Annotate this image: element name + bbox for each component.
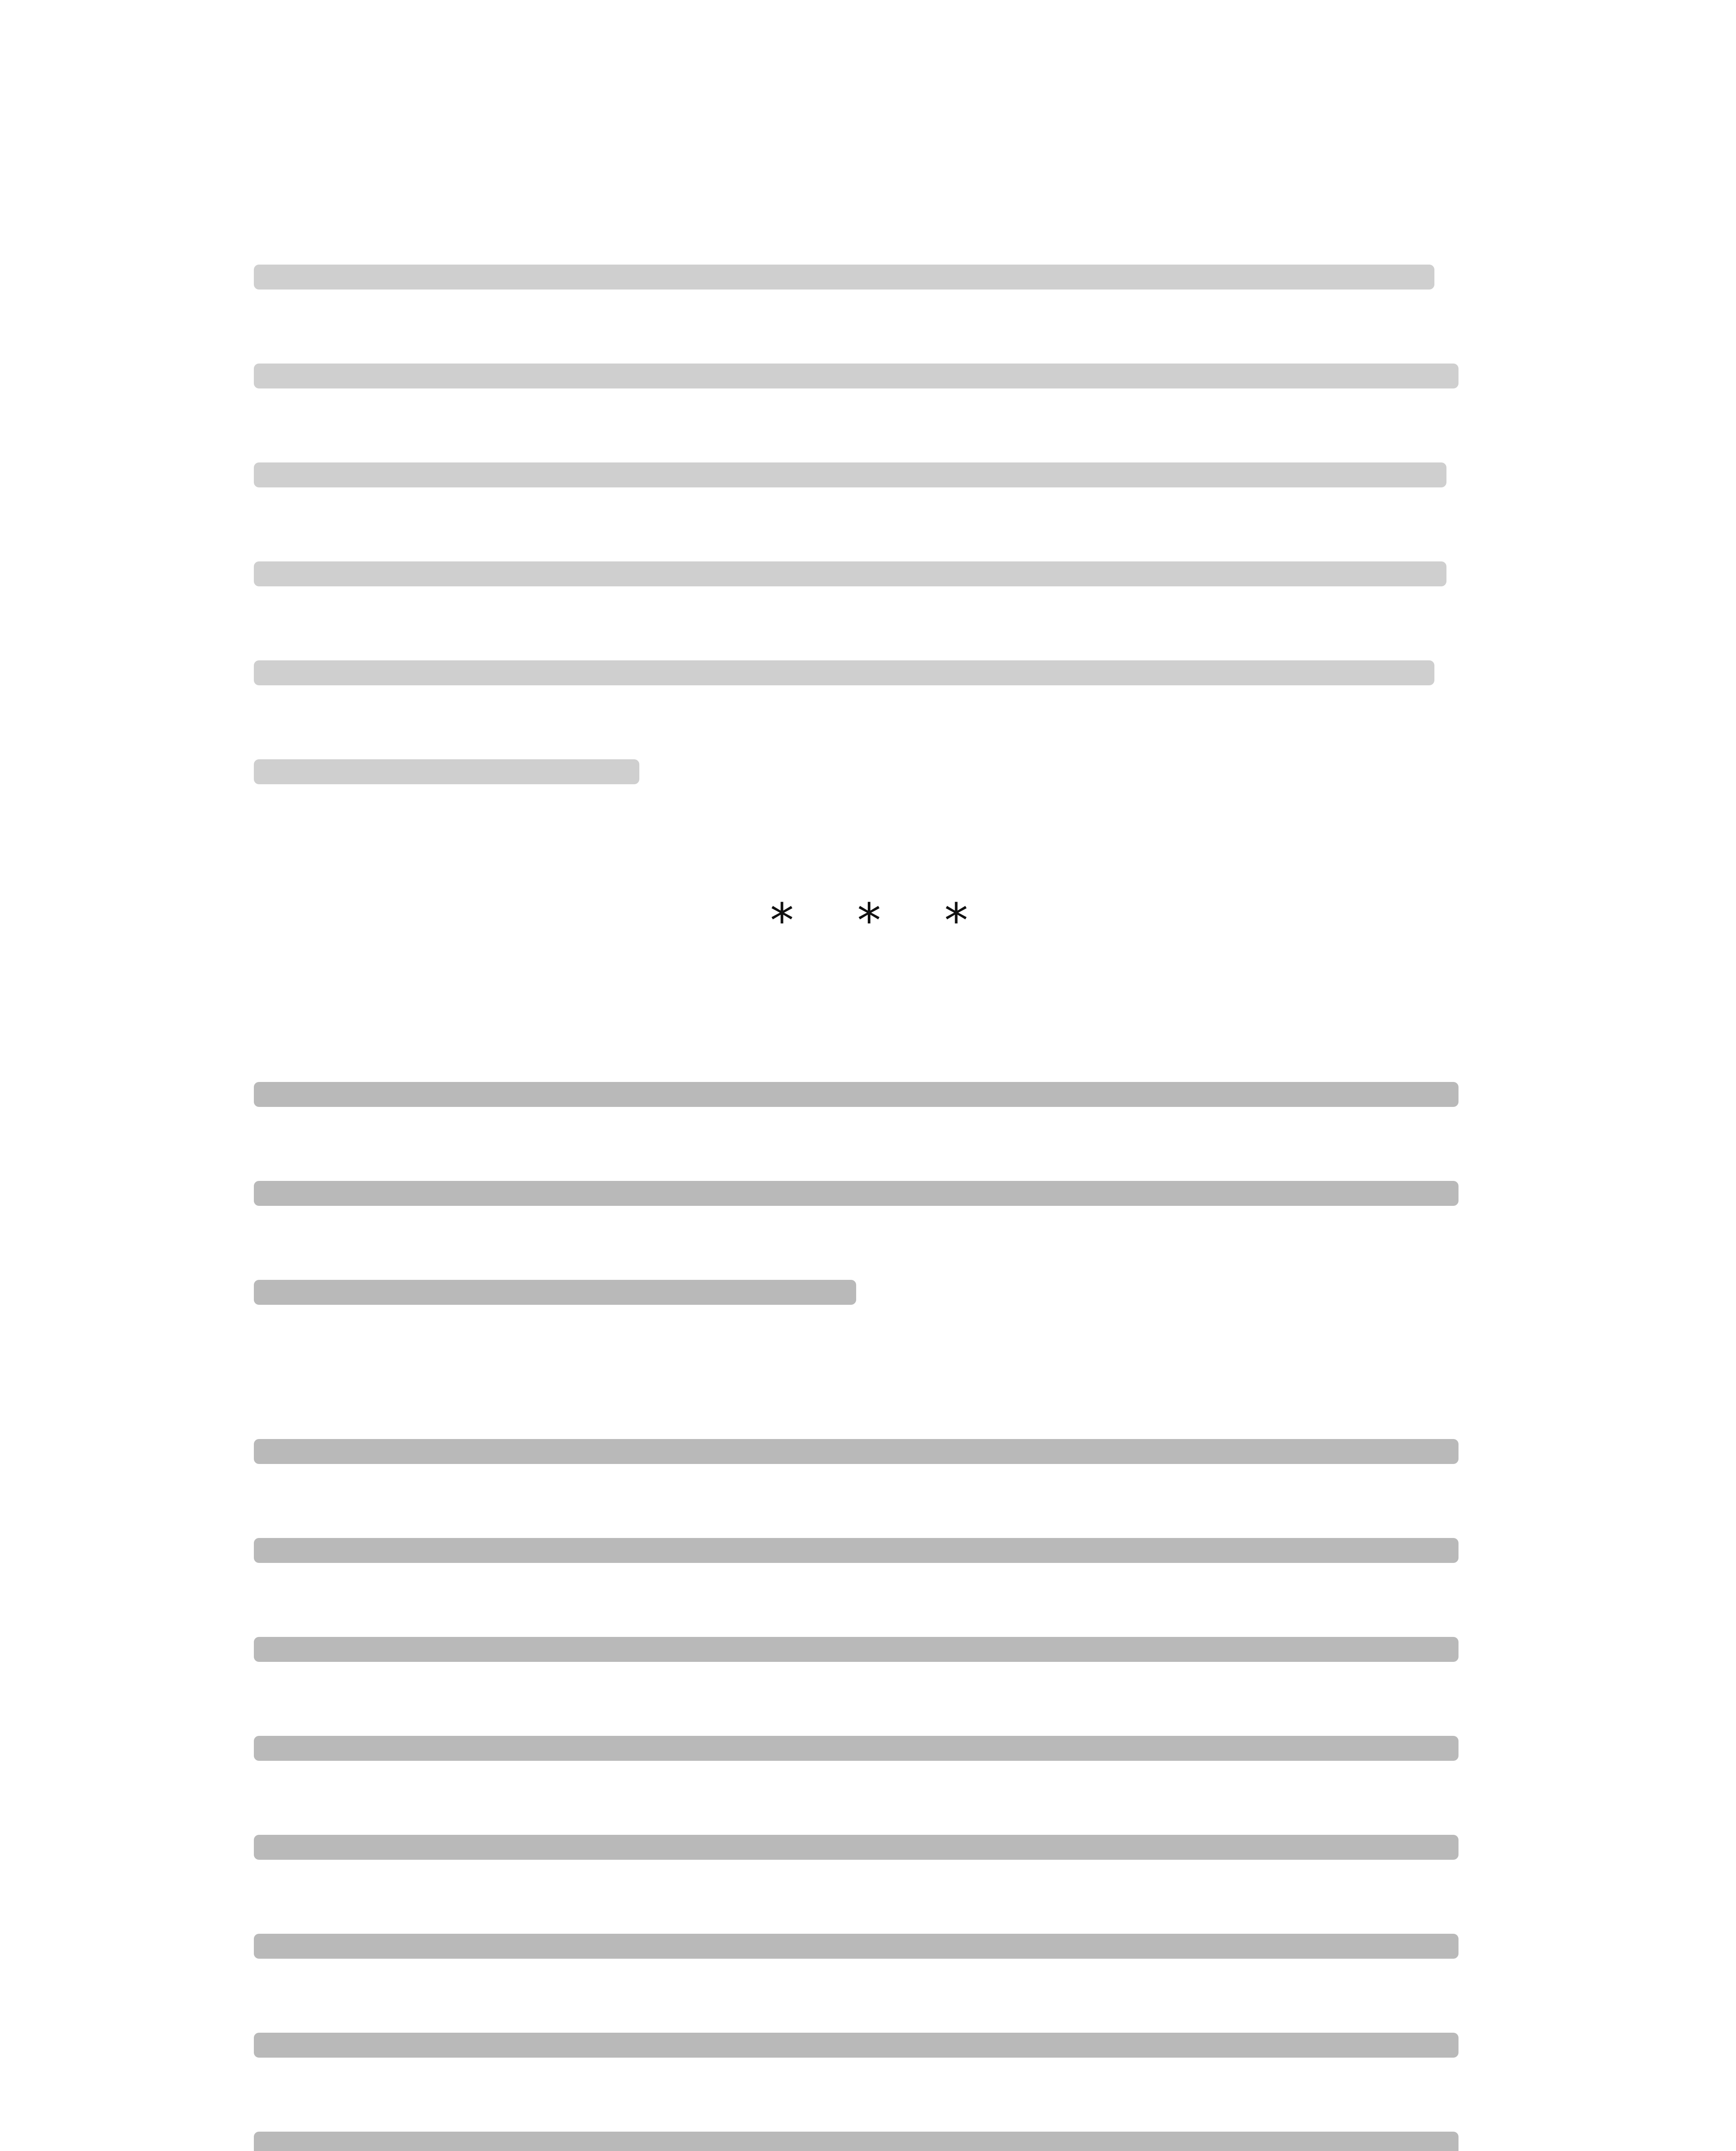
text-placeholder	[254, 1181, 1458, 1206]
line-text	[254, 1613, 1458, 1678]
separator-star: *	[944, 893, 968, 948]
line-text	[254, 1910, 1458, 1975]
hadith-2127-line-1	[254, 1415, 1458, 1480]
paragraph-1-line-3	[254, 439, 1458, 503]
text-placeholder	[254, 462, 1446, 487]
hadith-2126-line-2	[254, 1157, 1458, 1222]
text-placeholder	[254, 1280, 856, 1305]
line-text	[254, 2009, 1458, 2074]
text-placeholder	[254, 2033, 1458, 2058]
line-text	[254, 538, 1446, 602]
text-placeholder	[254, 1934, 1458, 1959]
text-placeholder	[254, 1835, 1458, 1860]
line-text	[254, 637, 1434, 701]
line-text	[254, 2108, 1458, 2151]
hadith-2127-line-6	[254, 1910, 1458, 1975]
line-text	[254, 1058, 1458, 1123]
line-text	[254, 1712, 1458, 1777]
hadith-2126-line-3	[254, 1256, 1458, 1321]
hadith-2126-line-1	[254, 1058, 1458, 1123]
paragraph-1-line-5	[254, 637, 1458, 701]
hadith-2127-line-8	[254, 2108, 1458, 2151]
text-placeholder	[254, 2132, 1458, 2151]
separator-star: *	[857, 893, 881, 948]
line-text	[254, 1514, 1458, 1579]
paragraph-1-line-6	[254, 736, 1458, 800]
text-placeholder	[254, 759, 639, 784]
section-separator	[770, 895, 968, 946]
line-text	[254, 1157, 1458, 1222]
line-text	[254, 439, 1446, 503]
separator-star: *	[770, 893, 794, 948]
text-placeholder	[254, 660, 1434, 685]
text-placeholder	[254, 364, 1458, 388]
text-placeholder	[254, 265, 1434, 290]
hadith-2127-line-2	[254, 1514, 1458, 1579]
text-placeholder	[254, 1736, 1458, 1761]
hadith-2127-line-7	[254, 2009, 1458, 2074]
paragraph-1-line-2	[254, 340, 1458, 404]
line-text	[254, 1415, 1458, 1480]
line-text	[254, 736, 639, 800]
line-text	[254, 241, 1434, 305]
text-placeholder	[254, 1637, 1458, 1662]
line-text	[254, 340, 1458, 404]
hadith-2127-line-3	[254, 1613, 1458, 1678]
line-text	[254, 1811, 1458, 1876]
text-placeholder	[254, 561, 1446, 586]
text-placeholder	[254, 1082, 1458, 1107]
hadith-2127-line-4	[254, 1712, 1458, 1777]
paragraph-1-line-4	[254, 538, 1458, 602]
text-placeholder	[254, 1439, 1458, 1464]
line-text	[254, 1256, 856, 1321]
text-placeholder	[254, 1538, 1458, 1563]
paragraph-1-line-1	[254, 241, 1458, 305]
hadith-2127-line-5	[254, 1811, 1458, 1876]
